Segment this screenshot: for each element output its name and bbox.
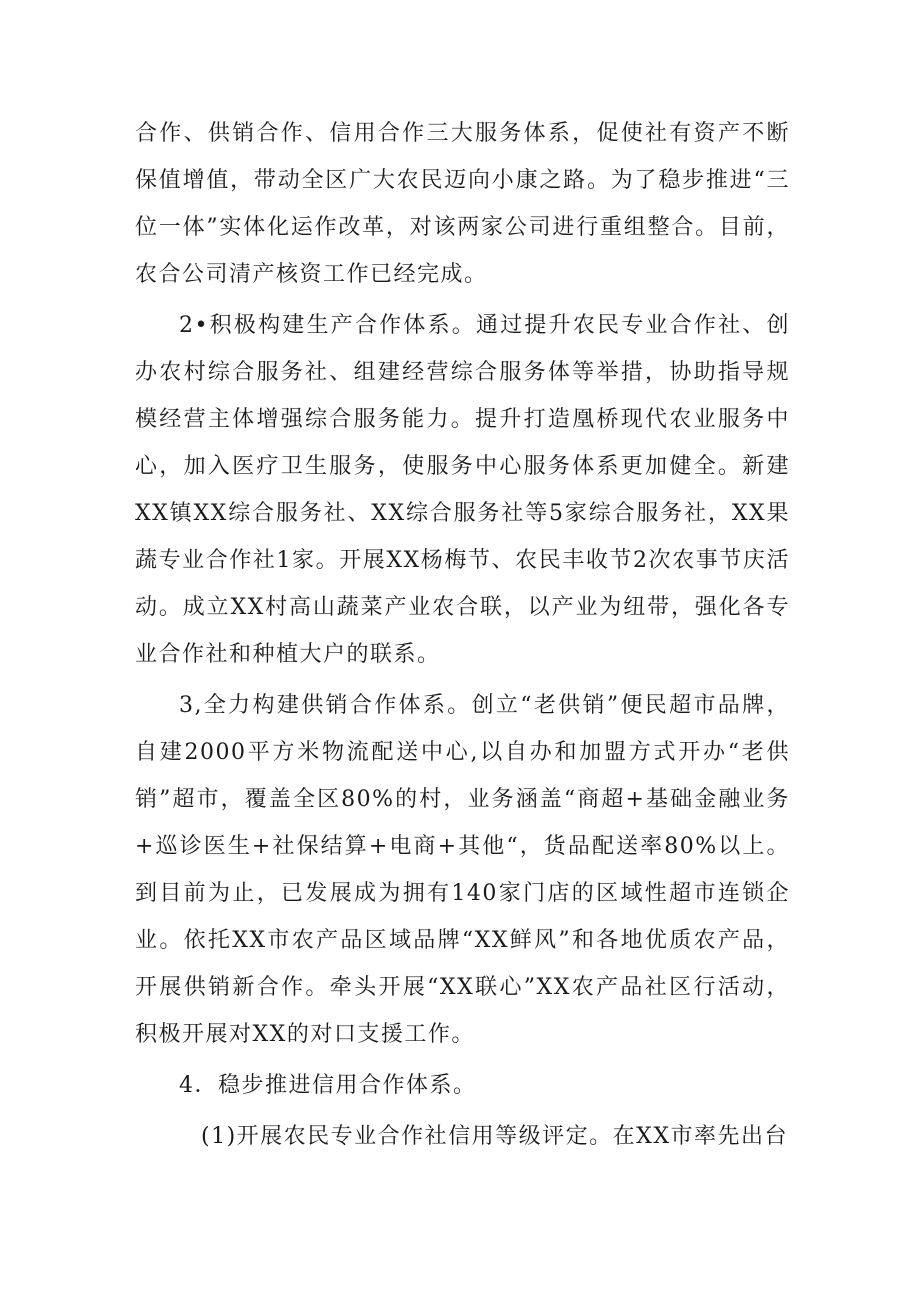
document-body <box>135 110 790 1164</box>
paragraph-supply-marketing-cooperation: 3,全力构建供销合作体系。创立“老供销”便民超市品牌，自建2000平方米物流配送中心,以自办和加盟方式开办“老供销”超市，覆盖全区80%的村，业务涵盖“商超+基础金融业务+巡诊医生+社保结算+电商+其他“，货品配送率80%以上。到目前为止，已发展成为拥有140家门店的区域性超市连锁企业。依托XX市农产品区域品牌“XX鲜风”和各地优质农产品，开展供销新合作。牵头开展“XX联心”XX农产品社区行活动，积极开展对XX的对口支援工作。 <box>135 693 790 1047</box>
paragraph-credit-cooperation-heading: 4．稳步推进信用合作体系。 <box>179 1073 477 1098</box>
paragraph-continuation: 合作、供销合作、信用合作三大服务体系，促使社有资产不断保值增值，带动全区广大农民迈向小康之路。为了稳步推进“三位一体”实体化运作改革，对该两家公司进行重组整合。目前，农合公司清产核资工作已经完成。 <box>135 121 790 287</box>
paragraph-production-cooperation: 2•积极构建生产合作体系。通过提升农民专业合作社、创办农村综合服务社、组建经营综合服务体等举措，协助指导规模经营主体增强综合服务能力。提升打造凰桥现代农业服务中心，加入医疗卫生服务，使服务中心服务体系更加健全。新建XX镇XX综合服务社、XX综合服务社等5家综合服务社，XX果蔬专业合作社1家。开展XX杨梅节、农民丰收节2次农事节庆活动。成立XX村高山蔬菜产业农合联，以产业为纽带，强化各专业合作社和种植大户的联系。 <box>135 313 790 667</box>
paragraph-credit-rating: (1)开展农民专业合作社信用等级评定。在XX市率先出台 <box>201 1124 788 1149</box>
